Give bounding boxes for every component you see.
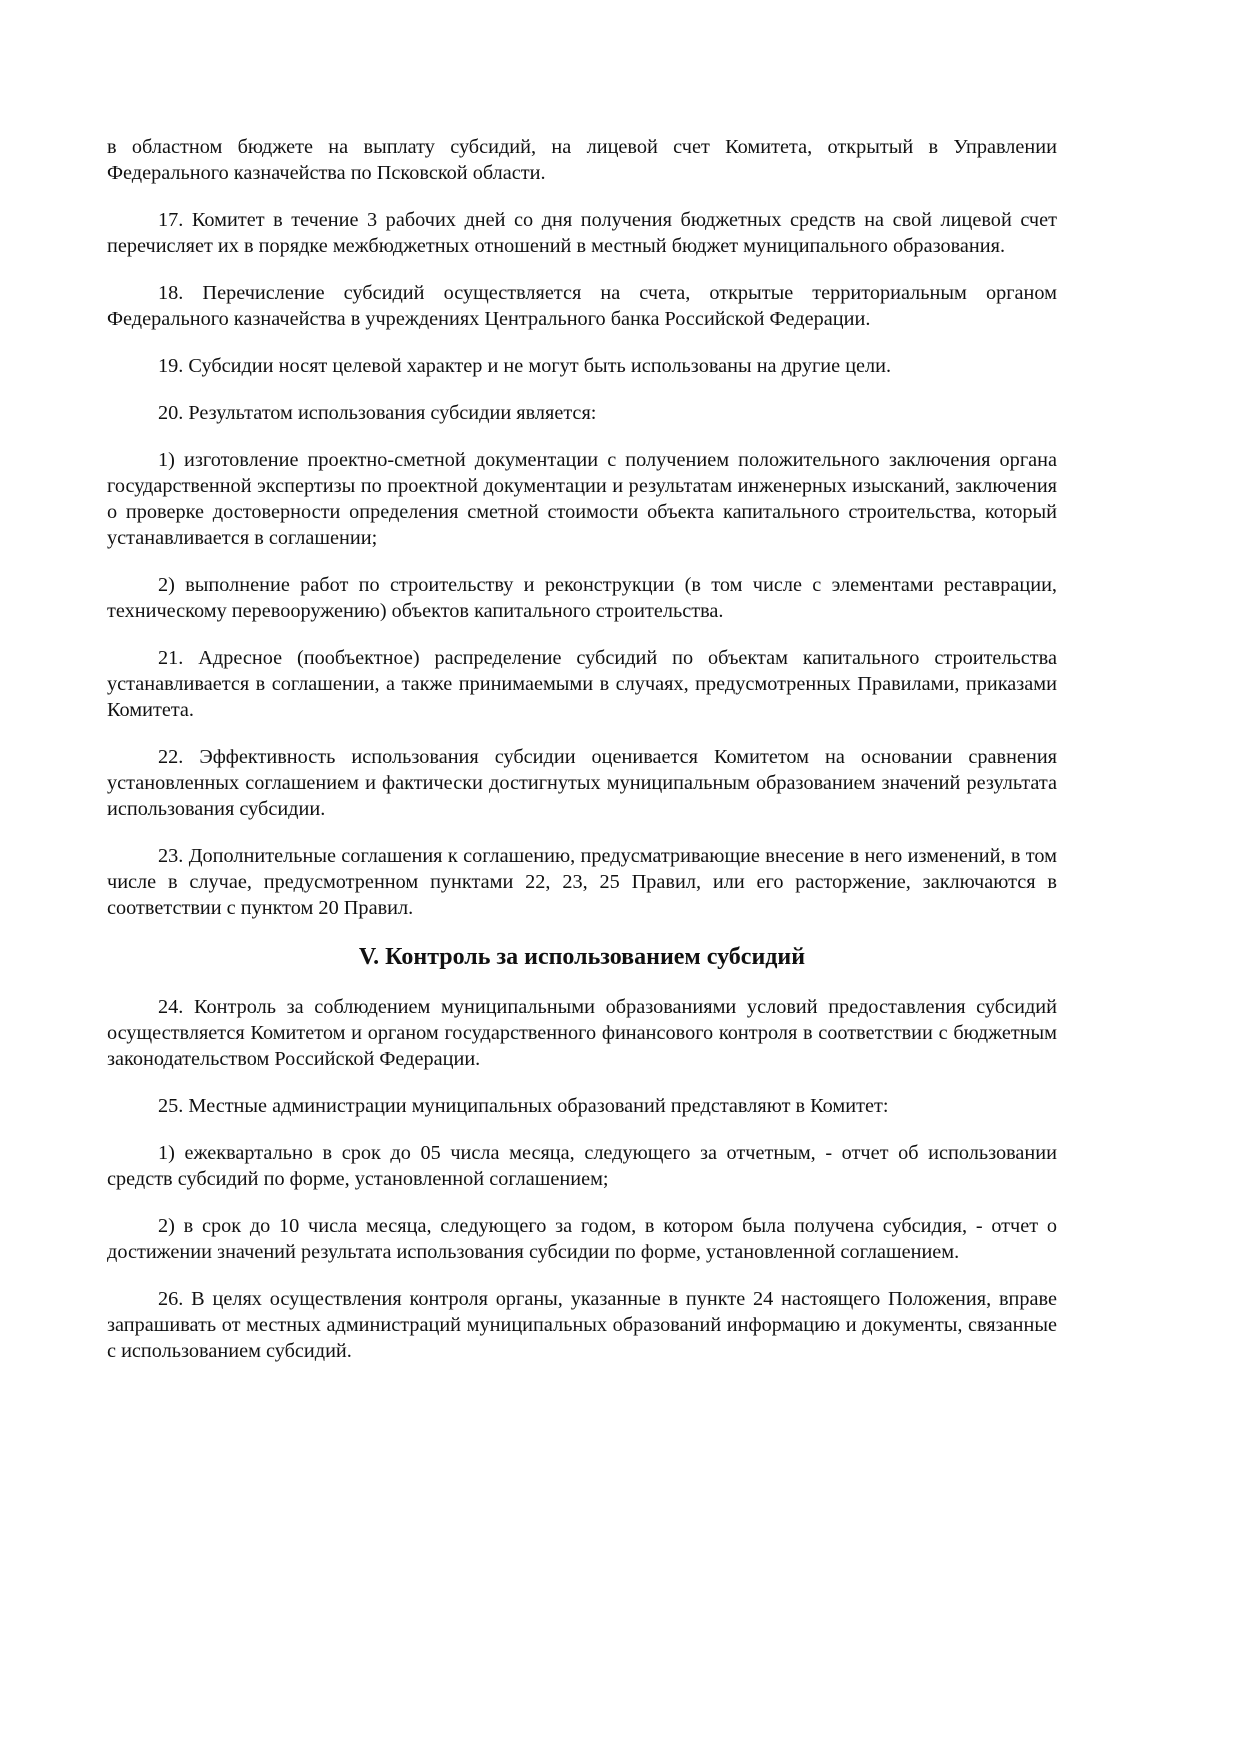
paragraph-21: 21. Адресное (пообъектное) распределение субсидий по объектам капитального строительства устанавливается в соглашении, а также принимаемыми в случаях, предусмотренных Правилами, приказами Комитета. — [107, 647, 1057, 721]
paragraph-18: 18. Перечисление субсидий осуществляется на счета, открытые территориальным органом Федерального казначейства в учреждениях Центрального банка Российской Федерации. — [107, 282, 1057, 330]
section-heading: V. Контроль за использованием субсидий — [358, 944, 806, 970]
paragraph-20-item-1: 1) изготовление проектно-сметной документации с получением положительного заключения органа государственной экспертизы по проектной документации и результатам инженерных изысканий, заключения о проверке достоверности определения сметной стоимости объекта капитального строительства, который устанавливается в соглашении; — [107, 449, 1057, 549]
paragraph-20: 20. Результатом использования субсидии является: — [158, 402, 597, 424]
paragraph-25: 25. Местные администрации муниципальных образований представляют в Комитет: — [158, 1095, 889, 1117]
document-page — [107, 134, 1057, 1385]
paragraph-17: 17. Комитет в течение 3 рабочих дней со дня получения бюджетных средств на свой лицевой счет перечисляет их в порядке межбюджетных отношений в местный бюджет муниципального образования. — [107, 209, 1057, 257]
paragraph-25-item-1: 1) ежеквартально в срок до 05 числа месяца, следующего за отчетным, - отчет об использовании средств субсидий по форме, установленной соглашением; — [107, 1142, 1057, 1190]
paragraph-24: 24. Контроль за соблюдением муниципальными образованиями условий предоставления субсидий осуществляется Комитетом и органом государственного финансового контроля в соответствии с бюджетным законодательством Российской Федерации. — [107, 996, 1057, 1070]
paragraph-continuation: в областном бюджете на выплату субсидий, на лицевой счет Комитета, открытый в Управлении Федерального казначейства по Псковской области. — [107, 136, 1057, 184]
paragraph-23: 23. Дополнительные соглашения к соглашению, предусматривающие внесение в него изменений, в том числе в случае, предусмотренном пунктами 22, 23, 25 Правил, или его расторжение, заключаются в соответствии с пунктом 20 Правил. — [107, 845, 1057, 919]
paragraph-20-item-2: 2) выполнение работ по строительству и реконструкции (в том числе с элементами реставрации, техническому перевооружению) объектов капитального строительства. — [107, 574, 1057, 622]
paragraph-25-item-2: 2) в срок до 10 числа месяца, следующего за годом, в котором была получена субсидия, - отчет о достижении значений результата использования субсидии по форме, установленной соглашением. — [107, 1215, 1057, 1263]
paragraph-19: 19. Субсидии носят целевой характер и не могут быть использованы на другие цели. — [158, 355, 892, 377]
paragraph-26: 26. В целях осуществления контроля органы, указанные в пункте 24 настоящего Положения, вправе запрашивать от местных администраций муниципальных образований информацию и документы, связанные с использованием субсидий. — [107, 1288, 1057, 1362]
paragraph-22: 22. Эффективность использования субсидии оценивается Комитетом на основании сравнения установленных соглашением и фактически достигнутых муниципальным образованием значений результата использования субсидии. — [107, 746, 1057, 820]
